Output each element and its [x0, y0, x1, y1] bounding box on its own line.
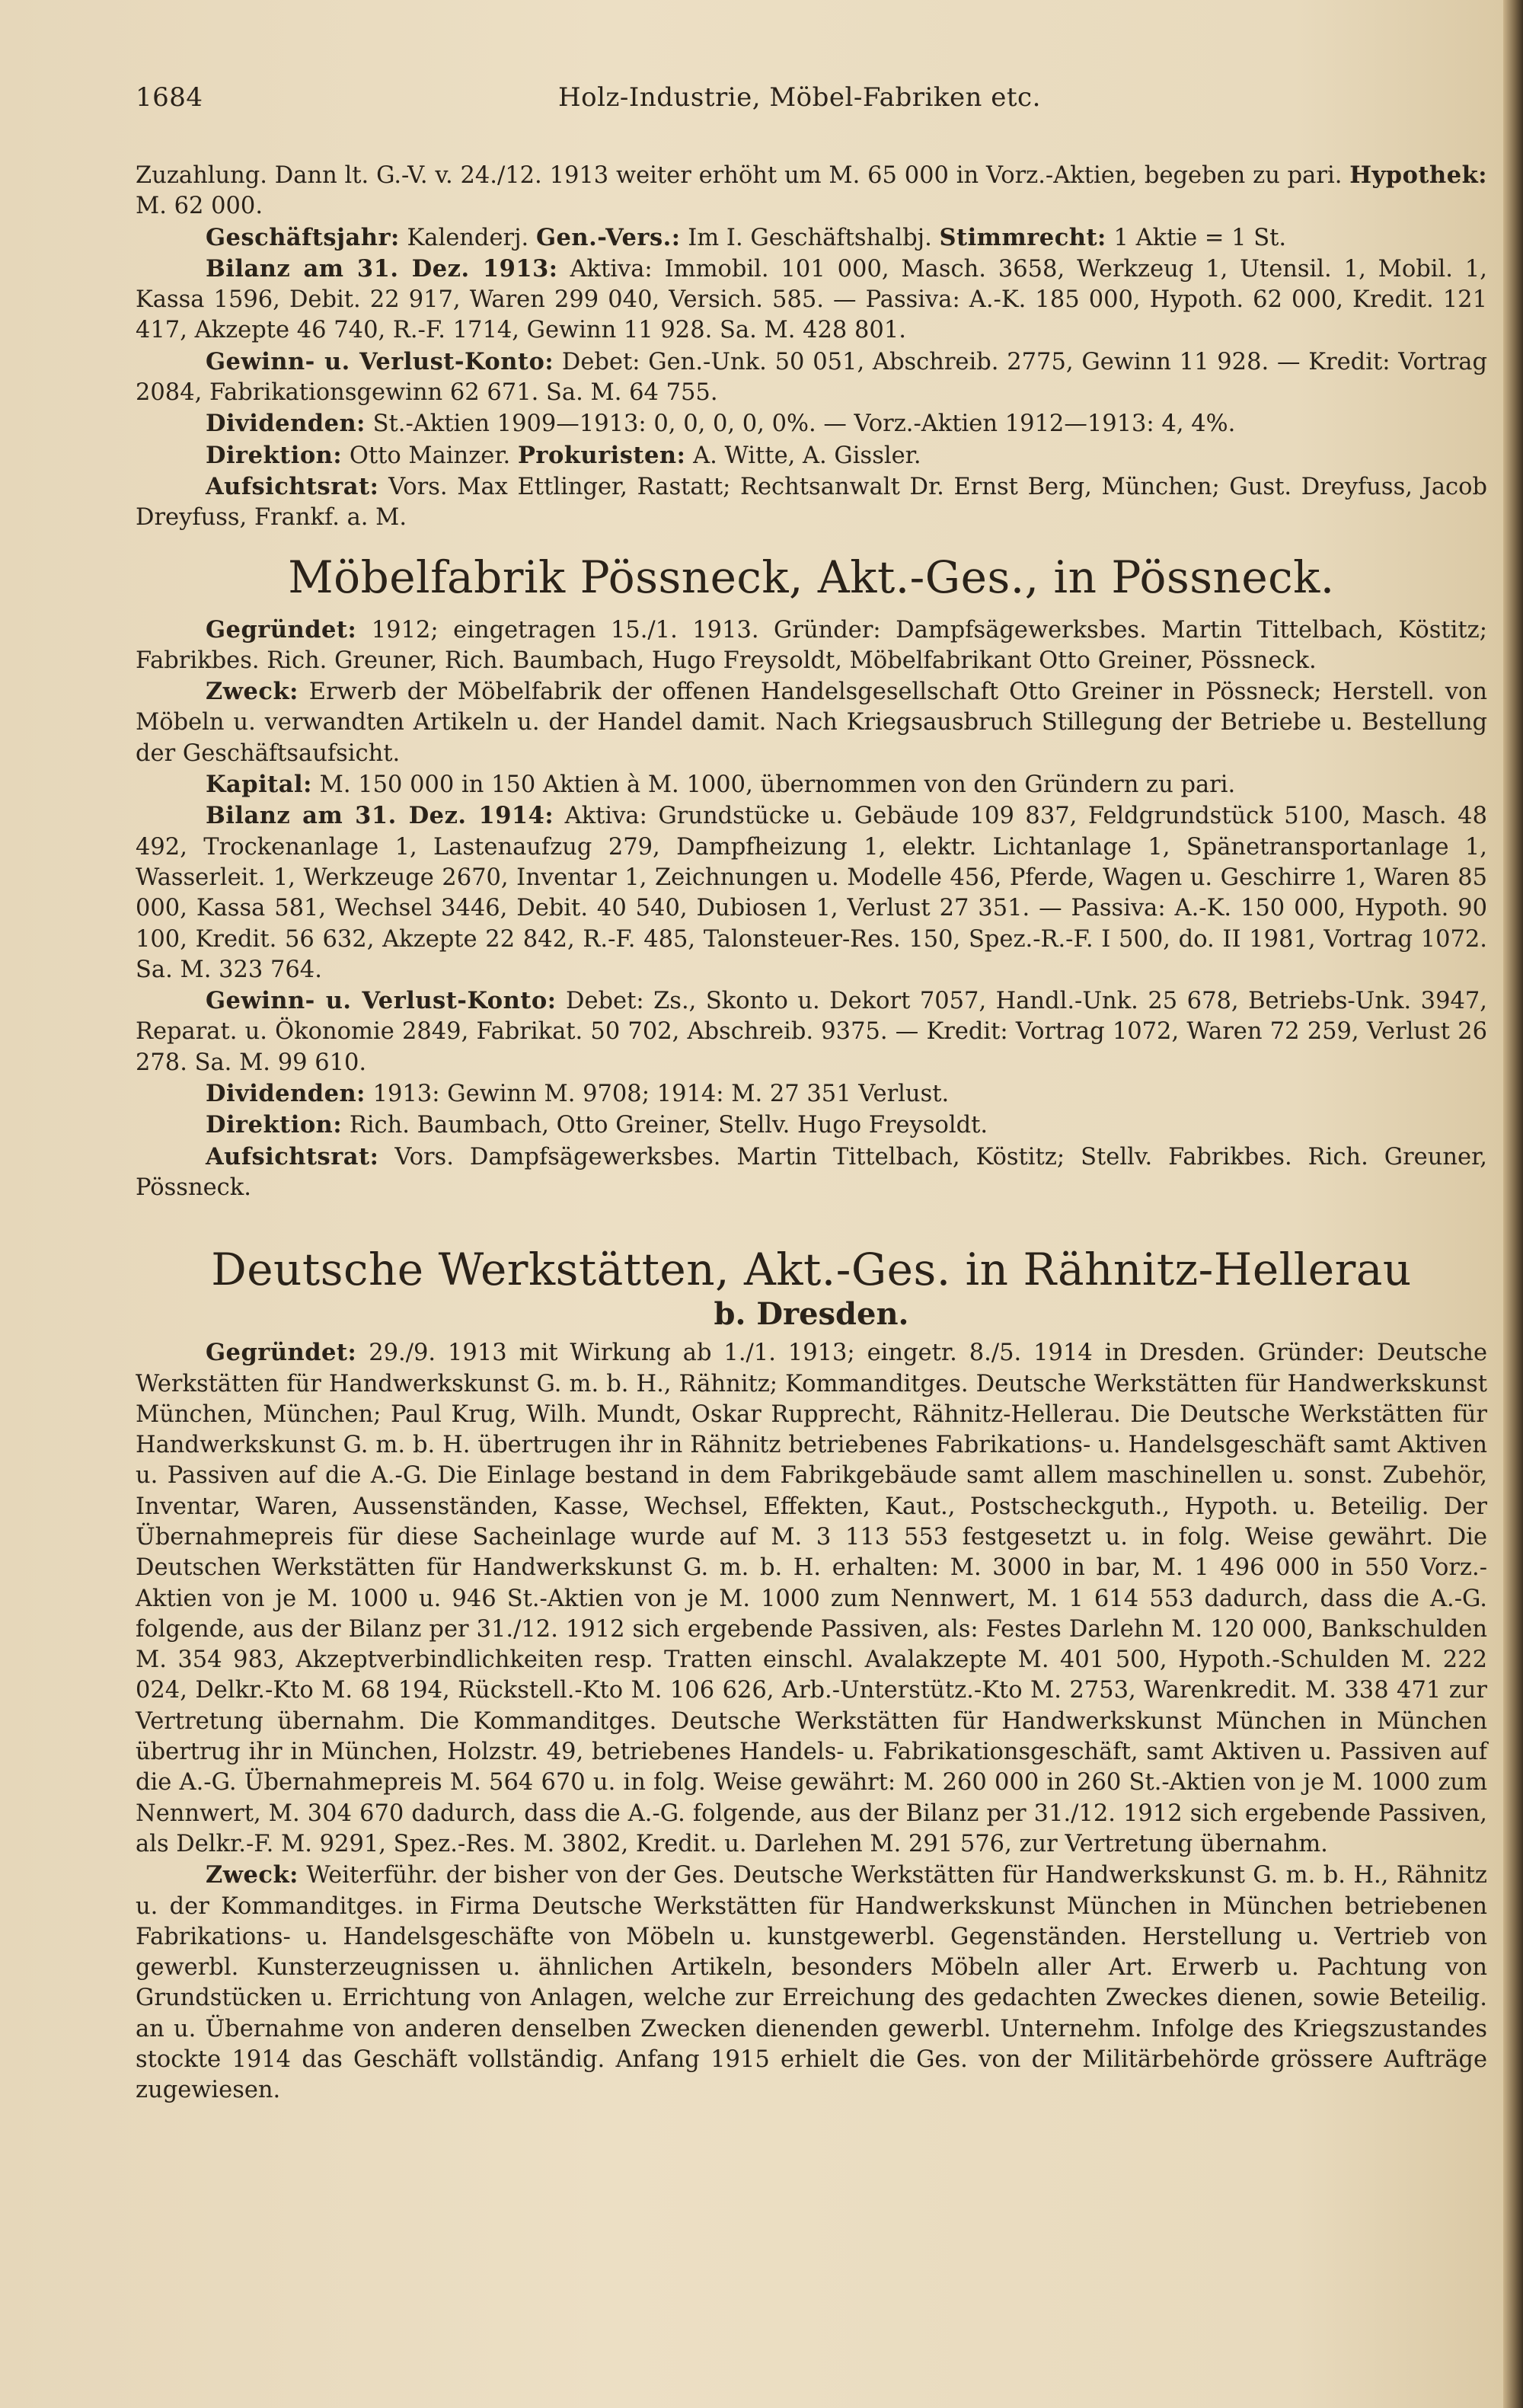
prev-bilanz-label: Bilanz am 31. Dez. 1913: [206, 254, 558, 283]
company1-kap-label: Kapital: [206, 771, 312, 799]
prev-bilanz-text: Aktiva: Immobil. 101 000, Masch. 3658, Werkzeug 1, Utensil. 1, Mobil. 1, Kassa 1596, Debit. 22 917, Waren 299 040, Versich. 585. — Passiva: A.-K. 185 000, Hypoth. 62 000, Kredit. 121 417, Akzepte 46 740, R.-F. 1714, Gewinn 11 928. Sa. M. 428 801. [136, 255, 1487, 344]
prev-aufsichtsrat [136, 471, 1487, 534]
company2-zweck [136, 1860, 1487, 2106]
prev-gv-label: Gen.-Vers.: [535, 223, 681, 251]
company1-gegruendet [136, 615, 1487, 677]
prev-dir-label: Direktion: [206, 441, 343, 469]
company1-dir-text: Rich. Baumbach, Otto Greiner, Stellv. Hugo Freysoldt. [349, 1112, 988, 1139]
prev-div-label: Dividenden: [206, 410, 366, 438]
prev-guv-label: Gewinn- u. Verlust-Konto: [206, 347, 554, 375]
company1-zweck-label: Zweck: [206, 678, 299, 706]
prev-zuzahlung-text: Zuzahlung. Dann lt. G.-V. v. 24./12. 1913 weiter erhöht um M. 65 000 in Vorz.-Aktien, begeben zu pari. [136, 162, 1343, 189]
page-number: 1684 [136, 82, 203, 113]
prev-ar-text: Vors. Max Ettlinger, Rastatt; Rechtsanwalt Dr. Ernst Berg, München; Gust. Dreyfuss, Jacob Dreyfuss, Frankf. a. M. [136, 473, 1487, 532]
prev-guv-text: Debet: Gen.-Unk. 50 051, Abschreib. 2775, Gewinn 11 928. — Kredit: Vortrag 2084, Fabrikationsgewinn 62 671. Sa. M. 64 755. [136, 348, 1487, 407]
company1-kapital [136, 769, 1487, 800]
company1-bilanz [136, 800, 1487, 985]
company1-aufsichtsrat [136, 1142, 1487, 1204]
prev-stammdaten [136, 222, 1487, 254]
company1-bilanz-text: Aktiva: Grundstücke u. Gebäude 109 837, Feldgrundstück 5100, Masch. 48 492, Trockenanlage 1, Lastenaufzug 279, Dampfheizung 1, elektr. Lichtanlage 1, Spänetransportanlage 1, Wasserleit. 1, Werkzeuge 2670, Inventar 1, Zeichnungen u. Modelle 456, Pferde, Wagen u. Geschirre 1, Waren 85 000, Kassa 581, Wechsel 3446, Debit. 40 540, Dubiosen 1, Verlust 27 351. — Passiva: A.-K. 150 000, Hypoth. 90 100, Kredit. 56 632, Akzepte 22 842, R.-F. 485, Talonsteuer-Res. 150, Spez.-R.-F. I 500, do. II 1981, Vortrag 1072. Sa. M. 323 764. [136, 803, 1487, 983]
prev-prok-text: A. Witte, A. Gissler. [693, 442, 921, 469]
company1-title: Möbelfabrik Pössneck, Akt.-Ges., in Pössneck. [288, 551, 1335, 603]
prev-gv: Im I. Geschäftshalbj. [688, 224, 932, 251]
company1-kap-text: M. 150 000 in 150 Aktien à M. 1000, übernommen von den Gründern zu pari. [319, 771, 1236, 799]
company1-guv-label: Gewinn- u. Verlust-Konto: [206, 987, 557, 1015]
company2-zweck-text: Weiterführ. der bisher von der Ges. Deutsche Werkstätten für Handwerkskunst G. m. b. H., Rähnitz u. der Kommanditges. in Firma Deutsche Werkstätten für Handwerkskunst München in München betriebenen Fabrikations- u. Handelsgeschäfte von Möbeln u. kunstgewerbl. Gegenständen. Herstellung u. Vertrieb von gewerbl. Kunsterzeugnissen u. ähnlichen Artikeln, besonders Möbeln aller Art. Erwerb u. Pachtung von Grundstücken u. Errichtung von Anlagen, welche zur Erreichung des gedachten Zweckes dienen, sowie Beteilig. an u. Übernahme von anderen denselben Zwecken dienenden gewerbl. Unternehm. Infolge des Kriegszustandes stockte 1914 das Geschäft vollständig. Anfang 1915 erhielt die Ges. von der Militärbehörde grössere Aufträge zugewiesen. [136, 1862, 1487, 2104]
company1-gegr-text: 1912; eingetragen 15./1. 1913. Gründer: Dampfsägewerksbes. Martin Tittelbach, Köstitz; Fabrikbes. Rich. Greuner, Rich. Baumbach, Hugo Freysoldt, Möbelfabrikant Otto Greiner, Pössneck. [136, 616, 1487, 674]
company1-dir-label: Direktion: [206, 1111, 343, 1139]
company2-title: Deutsche Werkstätten, Akt.-Ges. in Rähnitz-Hellerau [211, 1244, 1412, 1296]
prev-gj-label: Geschäftsjahr: [206, 223, 400, 251]
prev-hypothek: M. 62 000. [136, 193, 263, 220]
prev-stimm: 1 Aktie = 1 St. [1113, 224, 1287, 251]
company1-dividenden [136, 1078, 1487, 1110]
running-title: Holz-Industrie, Möbel-Fabriken etc. [558, 82, 1041, 113]
prev-ar-label: Aufsichtsrat: [206, 472, 379, 500]
prev-hypothek-label: Hypothek: [1349, 161, 1487, 189]
company1-ar-label: Aufsichtsrat: [206, 1142, 379, 1170]
page-content [136, 160, 1487, 2106]
company2-gegr-label: Gegründet: [206, 1339, 357, 1367]
prev-direktion [136, 440, 1487, 471]
company1-direktion [136, 1110, 1487, 1141]
company1-div-label: Dividenden: [206, 1080, 366, 1108]
company1-ar-text: Vors. Dampfsägewerksbes. Martin Tittelbach, Köstitz; Stellv. Fabrikbes. Rich. Greuner, Pössneck. [136, 1143, 1487, 1201]
company2-subtitle: b. Dresden. [714, 1296, 909, 1333]
prev-dividenden [136, 408, 1487, 439]
prev-gj: Kalenderj. [407, 224, 529, 251]
company1-guv-text: Debet: Zs., Skonto u. Dekort 7057, Handl.-Unk. 25 678, Betriebs-Unk. 3947, Reparat. u. Ökonomie 2849, Fabrikat. 50 702, Abschreib. 9375. — Kredit: Vortrag 1072, Waren 72 259, Verlust 26 278. Sa. M. 99 610. [136, 988, 1487, 1076]
company1-div-text: 1913: Gewinn M. 9708; 1914: M. 27 351 Verlust. [372, 1081, 950, 1108]
prev-bilanz [136, 254, 1487, 347]
company1-zweck-text: Erwerb der Möbelfabrik der offenen Handelsgesellschaft Otto Greiner in Pössneck; Herstell. von Möbeln u. verwandten Artikeln u. der Handel damit. Nach Kriegsausbruch Stillegung der Betriebe u. Bestellung der Geschäftsaufsicht. [136, 679, 1487, 767]
prev-guv [136, 347, 1487, 409]
company1-zweck [136, 676, 1487, 769]
company2-gegr-text: 29./9. 1913 mit Wirkung ab 1./1. 1913; eingetr. 8./5. 1914 in Dresden. Gründer: Deutsche Werkstätten für Handwerkskunst G. m. b. H., Rähnitz; Kommanditges. Deutsche Werkstätten für Handwerkskunst München, München; Paul Krug, Wilh. Mundt, Oskar Rupprecht, Rähnitz-Hellerau. Die Deutsche Werkstätten für Handwerkskunst G. m. b. H. übertrugen ihr in Rähnitz betriebenes Fabrikations- u. Handelsgeschäft samt Aktiven u. Passiven auf die A.-G. Die Einlage bestand in dem Fabrikgebäude samt allem maschinellen u. sonst. Zubehör, Inventar, Waren, Aussenständen, Kasse, Wechsel, Effekten, Kaut., Postscheckguth., Hypoth. u. Beteilig. Der Übernahmepreis für diese Sacheinlage wurde auf M. 3 113 553 festgesetzt u. in folg. Weise gewährt. Die Deutschen Werkstätten für Handwerkskunst G. m. b. H. erhalten: M. 3000 in bar, M. 1 496 000 in 550 Vorz.-Aktien von je M. 1000 u. 946 St.-Aktien von je M. 1000 zum Nennwert, M. 1 614 553 dadurch, dass die A.-G. folgende, aus der Bilanz per 31./12. 1912 sich ergebende Passiven, als: Festes Darlehn M. 120 000, Bankschulden M. 354 983, Akzeptverbindlichkeiten resp. Tratten einschl. Avalakzepte M. 401 500, Hypoth.-Schulden M. 222 024, Delkr.-Kto M. 68 194, Rückstell.-Kto M. 106 626, Arb.-Unterstütz.-Kto M. 2753, Warenkredit. M. 338 471 zur Vertretung übernahm. Die Kommanditges. Deutsche Werkstätten für Handwerkskunst München in München übertrug ihr in München, Holzstr. 49, betriebenes Handels- u. Fabrikationsgeschäft, samt Aktiven u. Passiven auf die A.-G. Übernahmepreis M. 564 670 u. in folg. Weise gewährt: M. 260 000 in 260 St.-Aktien von je M. 1000 zum Nennwert, M. 304 670 dadurch, dass die A.-G. folgende, aus der Bilanz per 31./12. 1912 sich ergebende Passiven, als Delkr.-F. M. 9291, Spez.-Res. M. 3802, Kredit. u. Darlehen M. 291 576, zur Vertretung übernahm. [136, 1340, 1488, 1857]
prev-zuzahlung [136, 160, 1487, 222]
prev-prok-label: Prokuristen: [517, 441, 686, 469]
company2-gegruendet [136, 1337, 1487, 1860]
company1-guv [136, 985, 1487, 1078]
prev-div-text: St.-Aktien 1909—1913: 0, 0, 0, 0, 0%. — Vorz.-Aktien 1912—1913: 4, 4%. [372, 410, 1236, 438]
prev-dir-text: Otto Mainzer. [349, 442, 511, 469]
company1-gegr-label: Gegründet: [206, 615, 357, 644]
page-edge [1503, 0, 1523, 2408]
company1-bilanz-label: Bilanz am 31. Dez. 1914: [206, 802, 554, 830]
company2-zweck-label: Zweck: [206, 1861, 299, 1889]
prev-stimm-label: Stimmrecht: [939, 223, 1106, 251]
